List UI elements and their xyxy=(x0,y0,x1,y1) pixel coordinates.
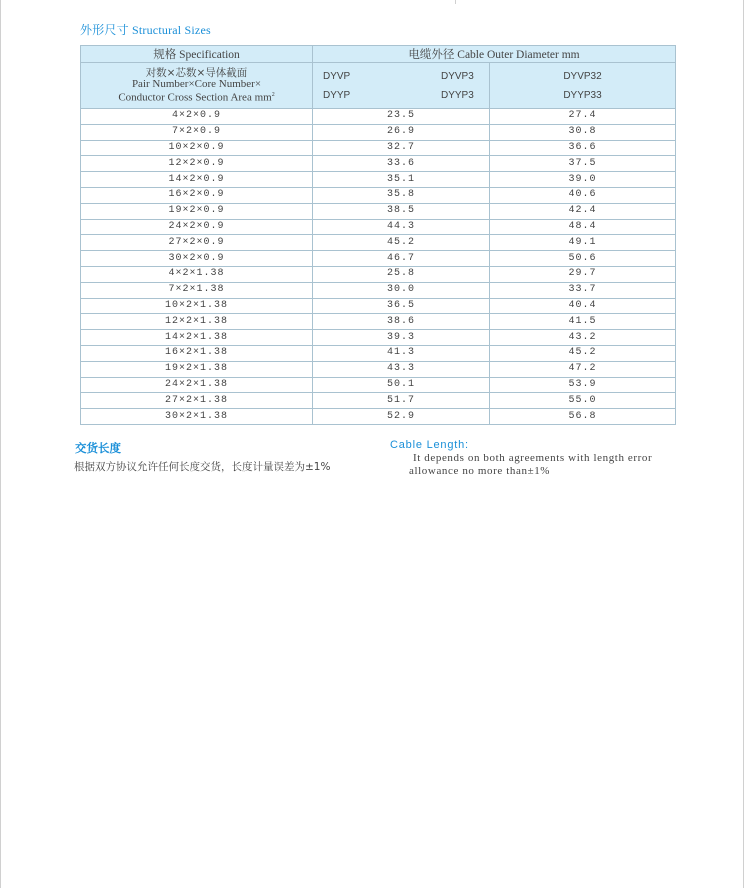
diameter-dyvp-cell: 26.9 xyxy=(313,124,490,140)
cable-length-text-en-line2: allowance no more than±1% xyxy=(409,465,551,477)
spec-cell: 27×2×1.38 xyxy=(81,393,313,409)
table-row xyxy=(81,235,676,251)
spec-cell: 12×2×0.9 xyxy=(81,156,313,172)
spec-cell: 19×2×0.9 xyxy=(81,203,313,219)
diameter-dyvp-cell: 23.5 xyxy=(313,109,490,125)
table-row xyxy=(81,377,676,393)
models-group-1 xyxy=(313,63,490,109)
diameter-dyvp32-cell: 49.1 xyxy=(490,235,676,251)
table-row xyxy=(81,156,676,172)
table-row xyxy=(81,282,676,298)
cable-length-title-en: Cable Length: xyxy=(390,439,469,451)
spec-subheader-cn: 对数×芯数×导体截面 xyxy=(145,66,248,79)
table-row xyxy=(81,361,676,377)
diameter-dyvp-cell: 51.7 xyxy=(313,393,490,409)
table-header-row xyxy=(81,46,676,63)
table-body xyxy=(81,109,676,425)
diameter-dyvp-cell: 39.3 xyxy=(313,330,490,346)
table-row xyxy=(81,203,676,219)
page-right-border xyxy=(743,0,744,888)
spec-subheader xyxy=(81,63,313,109)
spec-cell: 7×2×0.9 xyxy=(81,124,313,140)
diameter-dyvp32-cell: 48.4 xyxy=(490,219,676,235)
cable-length-text-en xyxy=(409,452,689,478)
table-row xyxy=(81,172,676,188)
diameter-dyvp32-cell: 29.7 xyxy=(490,266,676,282)
cable-length-text-en-line1: It depends on both agreements with length error xyxy=(413,452,653,464)
model-label: DYVP xyxy=(323,70,351,82)
diameter-dyvp32-cell: 56.8 xyxy=(490,409,676,425)
diameter-dyvp32-cell: 41.5 xyxy=(490,314,676,330)
table-row xyxy=(81,219,676,235)
diameter-dyvp-cell: 38.6 xyxy=(313,314,490,330)
diameter-dyvp32-cell: 47.2 xyxy=(490,361,676,377)
spec-cell: 24×2×1.38 xyxy=(81,377,313,393)
diameter-dyvp32-cell: 53.9 xyxy=(490,377,676,393)
model-label: DYYP3 xyxy=(441,89,474,101)
diameter-dyvp-cell: 44.3 xyxy=(313,219,490,235)
table-row xyxy=(81,140,676,156)
table-row xyxy=(81,124,676,140)
diameter-dyvp32-cell: 40.6 xyxy=(490,187,676,203)
models-group-2 xyxy=(490,63,676,109)
diameter-dyvp-cell: 35.8 xyxy=(313,187,490,203)
diameter-dyvp-cell: 35.1 xyxy=(313,172,490,188)
spec-cell: 4×2×1.38 xyxy=(81,266,313,282)
diameter-dyvp-cell: 41.3 xyxy=(313,345,490,361)
spec-subheader-en2-text: Conductor Cross Section Area mm xyxy=(118,91,272,104)
diameter-dyvp32-cell: 30.8 xyxy=(490,124,676,140)
diameter-dyvp32-cell: 50.6 xyxy=(490,251,676,267)
diameter-dyvp-cell: 32.7 xyxy=(313,140,490,156)
spec-cell: 14×2×1.38 xyxy=(81,330,313,346)
spec-cell: 7×2×1.38 xyxy=(81,282,313,298)
diameter-dyvp32-cell: 45.2 xyxy=(490,345,676,361)
diameter-dyvp-cell: 30.0 xyxy=(313,282,490,298)
spec-cell: 14×2×0.9 xyxy=(81,172,313,188)
diameter-dyvp-cell: 45.2 xyxy=(313,235,490,251)
diameter-dyvp-cell: 50.1 xyxy=(313,377,490,393)
diameter-dyvp-cell: 52.9 xyxy=(313,409,490,425)
spec-subheader-sup: 2 xyxy=(271,91,275,98)
model-label: DYVP32 xyxy=(563,70,602,82)
spec-cell: 30×2×1.38 xyxy=(81,409,313,425)
spec-cell: 19×2×1.38 xyxy=(81,361,313,377)
cable-length-title-cn: 交货长度 xyxy=(75,441,121,455)
spec-cell: 16×2×1.38 xyxy=(81,345,313,361)
diameter-dyvp-cell: 46.7 xyxy=(313,251,490,267)
table-row xyxy=(81,187,676,203)
table-row xyxy=(81,409,676,425)
spec-cell: 30×2×0.9 xyxy=(81,251,313,267)
diameter-dyvp32-cell: 36.6 xyxy=(490,140,676,156)
model-label: DYVP3 xyxy=(441,70,474,82)
spec-subheader-en1: Pair Number×Core Number× xyxy=(131,77,262,90)
spec-cell: 16×2×0.9 xyxy=(81,187,313,203)
spec-cell: 27×2×0.9 xyxy=(81,235,313,251)
diameter-dyvp32-cell: 55.0 xyxy=(490,393,676,409)
diameter-dyvp32-cell: 42.4 xyxy=(490,203,676,219)
table-row xyxy=(81,266,676,282)
spec-cell: 12×2×1.38 xyxy=(81,314,313,330)
cable-length-text-cn: 根据双方协议允许任何长度交货，长度计量误差为±1% xyxy=(74,461,331,473)
table-row xyxy=(81,330,676,346)
diameter-dyvp32-cell: 43.2 xyxy=(490,330,676,346)
diameter-dyvp-cell: 36.5 xyxy=(313,298,490,314)
spec-subheader-en2 xyxy=(81,90,312,104)
table-row xyxy=(81,251,676,267)
diameter-header: 电缆外径 Cable Outer Diameter mm xyxy=(313,46,676,63)
diameter-dyvp32-cell: 33.7 xyxy=(490,282,676,298)
structural-sizes-table xyxy=(80,45,676,425)
table-row xyxy=(81,393,676,409)
table-row xyxy=(81,109,676,125)
spec-cell: 4×2×0.9 xyxy=(81,109,313,125)
page-top-divider xyxy=(455,0,456,4)
diameter-dyvp32-cell: 40.4 xyxy=(490,298,676,314)
model-label: DYYP xyxy=(323,89,351,101)
section-title: 外形尺寸 Structural Sizes xyxy=(80,23,211,37)
page-left-border xyxy=(0,0,1,888)
table-row xyxy=(81,298,676,314)
table-row xyxy=(81,345,676,361)
diameter-dyvp-cell: 38.5 xyxy=(313,203,490,219)
diameter-dyvp32-cell: 37.5 xyxy=(490,156,676,172)
spec-header: 规格 Specification xyxy=(81,46,313,63)
diameter-dyvp-cell: 33.6 xyxy=(313,156,490,172)
table-subheader-row xyxy=(81,63,676,109)
diameter-dyvp32-cell: 27.4 xyxy=(490,109,676,125)
table-row xyxy=(81,314,676,330)
spec-cell: 24×2×0.9 xyxy=(81,219,313,235)
diameter-dyvp-cell: 43.3 xyxy=(313,361,490,377)
diameter-dyvp-cell: 25.8 xyxy=(313,266,490,282)
model-label: DYYP33 xyxy=(563,89,602,101)
spec-cell: 10×2×1.38 xyxy=(81,298,313,314)
diameter-dyvp32-cell: 39.0 xyxy=(490,172,676,188)
spec-cell: 10×2×0.9 xyxy=(81,140,313,156)
